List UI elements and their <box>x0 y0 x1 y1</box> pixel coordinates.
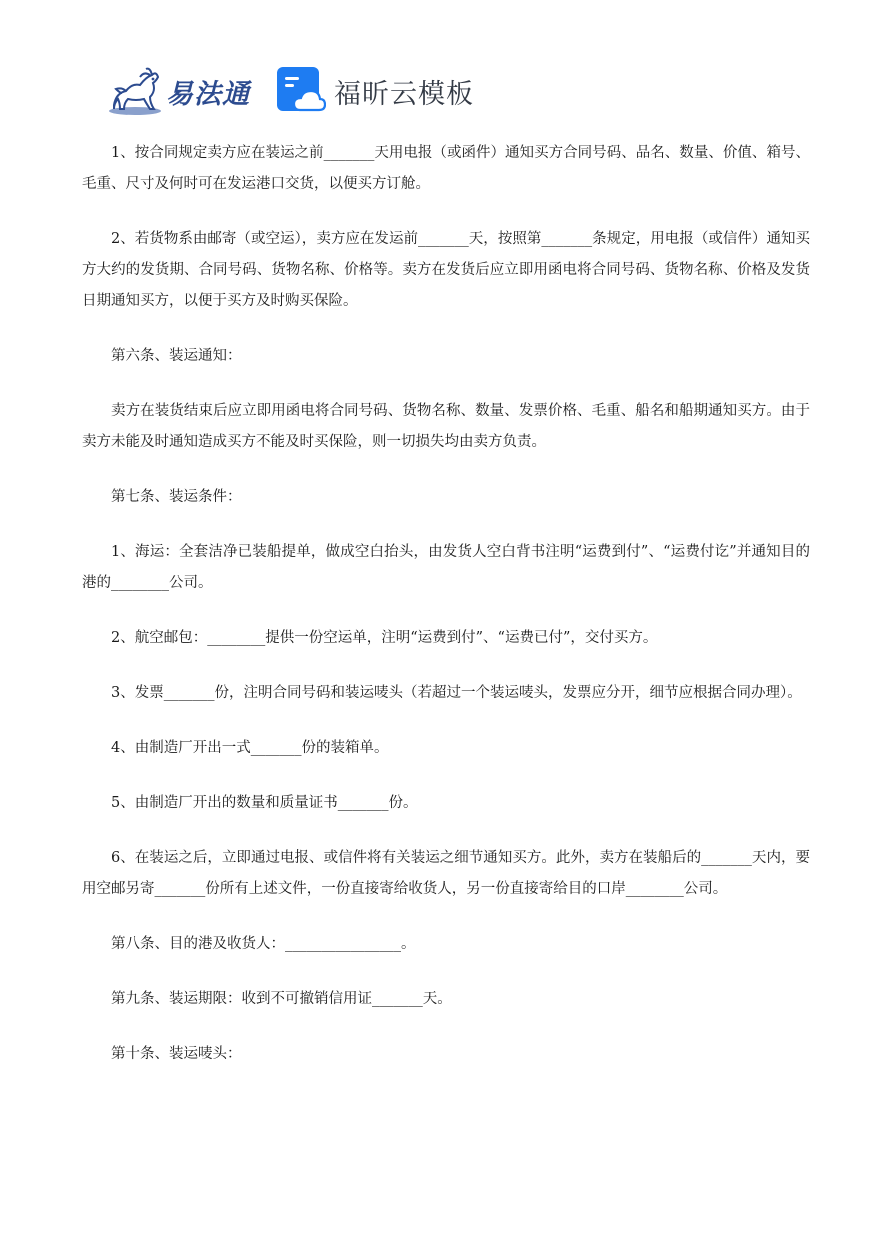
paragraph: 5、由制造厂开出的数量和质量证书_______份。 <box>111 795 418 811</box>
section-heading: 第十条、装运唛头： <box>111 1046 242 1062</box>
paragraph: 6、在装运之后，立即通过电报、或信件将有关装运之细节通知买方。此外，卖方在装船后的_______天内，要用空邮另寄_______份所有上述文件，一份直接寄给收货人，另一份直接寄给目的口岸________公司。 <box>82 850 810 897</box>
paragraph: 卖方在装货结束后应立即用函电将合同号码、货物名称、数量、发票价格、毛重、船名和船期通知买方。由于卖方未能及时通知造成买方不能及时买保险，则一切损失均由卖方负责。 <box>82 403 810 450</box>
foxit-cloud-logo-text: 福昕云模板 <box>334 78 474 110</box>
paragraph: 2、若货物系由邮寄（或空运），卖方应在发运前_______天，按照第_______条规定，用电报（或信件）通知买方大约的发货期、合同号码、货物名称、价格等。卖方在发货后应立即用函电将合同号码、货物名称、价格及发货日期通知买方，以便于买方及时购买保险。 <box>82 231 810 309</box>
yifatong-logo <box>106 62 250 120</box>
document-body <box>82 138 810 1094</box>
cloud-document-icon <box>276 66 326 116</box>
paragraph: 3、发票_______份，注明合同号码和装运唛头（若超过一个装运唛头，发票应分开，细节应根据合同办理）。 <box>111 685 802 701</box>
section-heading: 第六条、装运通知： <box>111 348 242 364</box>
section-heading: 第八条、目的港及收货人：________________。 <box>111 936 416 952</box>
paragraph: 4、由制造厂开出一式_______份的装箱单。 <box>111 740 389 756</box>
yifatong-logo-text: 易法通 <box>166 78 250 110</box>
paragraph: 2、航空邮包：________提供一份空运单，注明“运费到付”、“运费已付”，交付买方。 <box>111 630 658 646</box>
section-heading: 第九条、装运期限：收到不可撤销信用证_______天。 <box>111 991 452 1007</box>
paragraph: 1、按合同规定卖方应在装运之前_______天用电报（或函件）通知买方合同号码、品名、数量、价值、箱号、毛重、尺寸及何时可在发运港口交货，以便买方订舱。 <box>82 145 810 192</box>
section-heading: 第七条、装运条件： <box>111 489 242 505</box>
document-header <box>106 62 474 120</box>
horse-icon <box>106 65 164 117</box>
foxit-cloud-logo <box>276 66 474 116</box>
paragraph: 1、海运：全套洁净已装船提单，做成空白抬头，由发货人空白背书注明“运费到付”、“运费付讫”并通知目的港的________公司。 <box>82 544 810 591</box>
